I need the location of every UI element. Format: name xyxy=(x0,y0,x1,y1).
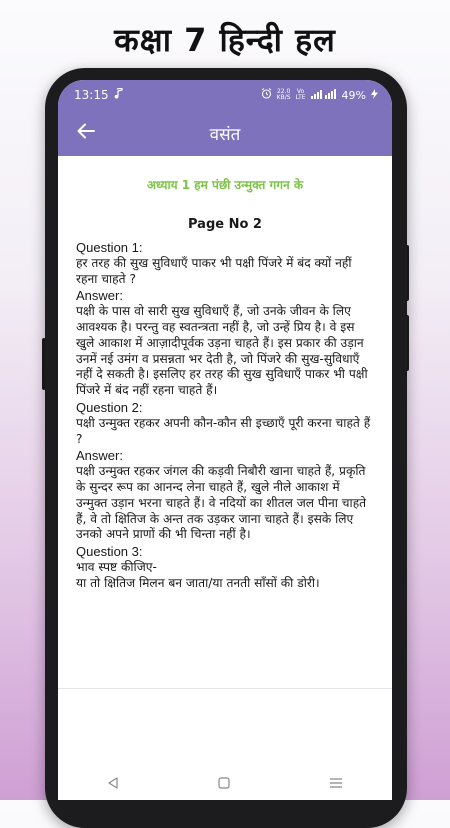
battery-charging-icon xyxy=(371,89,378,102)
status-time: 13:15 xyxy=(74,88,109,102)
content-divider xyxy=(58,688,392,689)
question-text: पक्षी उन्मुक्त रहकर अपनी कौन-कौन सी इच्छाएँ पूरी करना चाहते हैं ? xyxy=(76,415,371,446)
question-text: भाव स्पष्ट कीजिए- xyxy=(76,559,157,574)
app-title: वसंत xyxy=(209,124,241,145)
alarm-icon xyxy=(261,88,272,102)
content-area xyxy=(58,176,392,592)
signal-icon xyxy=(311,89,337,102)
music-note-icon xyxy=(114,88,123,102)
triangle-back-icon[interactable] xyxy=(107,774,119,793)
promo-title: कक्षा 7 हिन्दी हल xyxy=(114,21,336,59)
answer-label: Answer: xyxy=(76,288,123,304)
square-home-icon[interactable] xyxy=(218,774,230,793)
question-label: Question 1: xyxy=(76,240,143,255)
phone-screen xyxy=(58,80,392,800)
question-text: हर तरह की सुख सुविधाएँ पाकर भी पक्षी पिंजरे में बंद क्यों नहीं रहना चाहते ? xyxy=(76,255,352,286)
app-bar xyxy=(58,110,392,156)
system-nav-bar xyxy=(58,766,392,800)
answer-text: पक्षी उन्मुक्त रहकर जंगल की कड़वी निबौरी खाना चाहते हैं, प्रकृति के सुन्दर रूप का आनन्द लेना चाहते हैं, खुले नीले आकाश में उन्मुक्त उड़ान भरना चाहते हैं। वे नदियों का शीतल जल पीना चाहते हैं, वे तो क्षितिज के अन्त तक उड़कर जाना चाहते हैं। इसके लिए उनको अपने प्राणों की भी चिन्ता नहीं है। xyxy=(76,464,367,542)
menu-lines-icon[interactable] xyxy=(329,774,343,793)
question-label: Question 2: xyxy=(76,399,143,415)
chapter-heading: अध्याय 1 हम पंछी उन्मुक्त गगन के xyxy=(146,178,304,192)
volte-indicator: Vo LTE xyxy=(295,88,306,101)
back-button[interactable] xyxy=(72,119,100,147)
network-speed: 22.0 KB/S xyxy=(276,88,291,101)
question-label: Question 3: xyxy=(76,544,143,560)
battery-level: 49% xyxy=(341,88,366,102)
qa-list xyxy=(76,240,374,592)
answer-label: Answer: xyxy=(76,448,123,464)
arrow-left-icon xyxy=(77,123,95,143)
status-bar xyxy=(58,80,392,110)
page-number: Page No 2 xyxy=(188,217,262,232)
answer-text: पक्षी के पास वो सारी सुख सुविधाएँ हैं, जो उनके जीवन के लिए आवश्यक है। परन्तु वह स्वतन्त्रता नहीं है, जो उन्हें प्रिय है। वे इस खुले आकाश में आज़ादीपूर्वक उड़ना चाहते हैं। इस प्रकार की उड़ान उनमें नई उमंग व प्रसन्नता भर देती है, जो पिंजरे की सुख-सुविधाएँ नहीं दे सकती है। इसलिए हर तरह की सुख सुविधाएँ पाकर भी पक्षी पिंजरे में बंद नहीं रहना चाहते हैं। xyxy=(76,304,368,398)
question-text: या तो क्षितिज मिलन बन जाता/या तनती साँसों की डोरी। xyxy=(76,575,320,590)
